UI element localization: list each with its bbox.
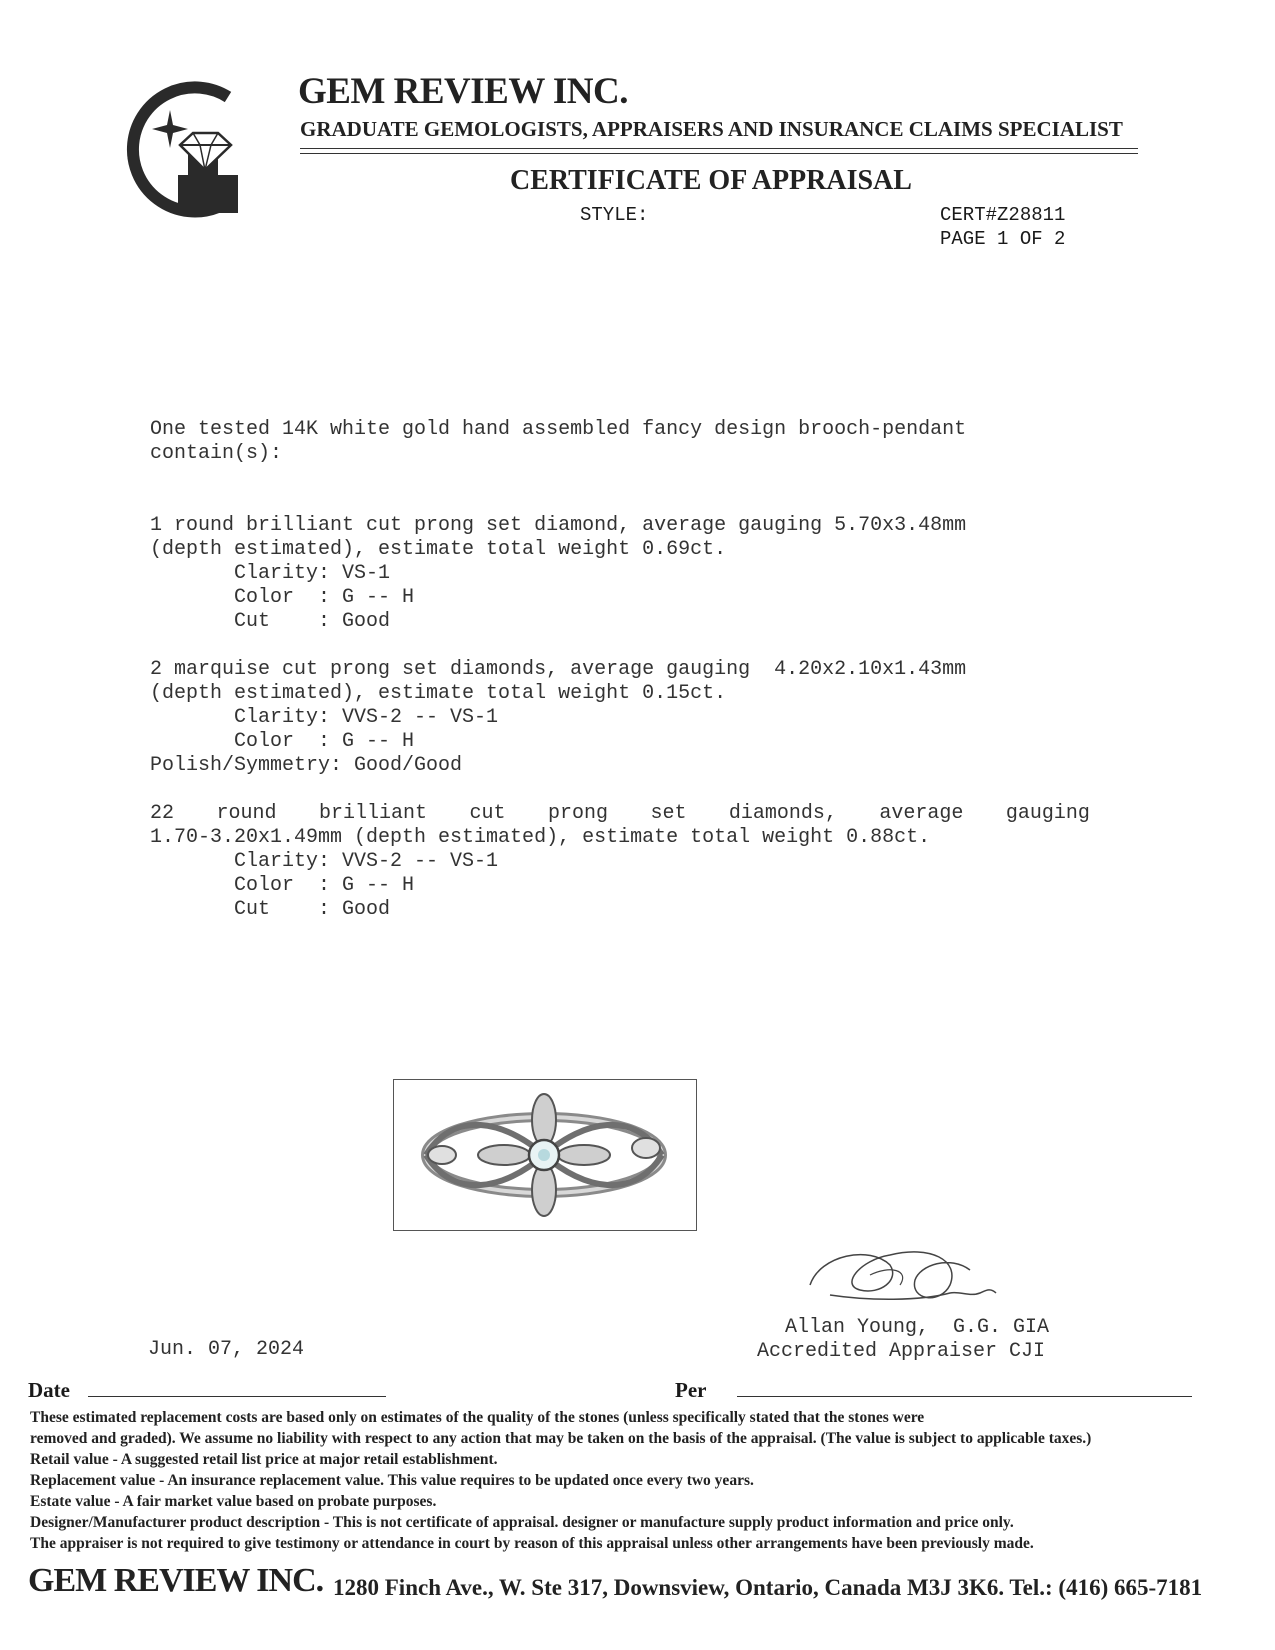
- word: round: [216, 802, 277, 825]
- stone3-color: Color : G -- H: [150, 874, 415, 897]
- stone3-description-line2: 1.70-3.20x1.49mm (depth estimated), estimate total weight 0.88ct.: [150, 826, 931, 849]
- word: set: [650, 802, 687, 825]
- stone1-cut: Cut : Good: [150, 610, 391, 633]
- word: 22: [150, 802, 175, 825]
- stone3-clarity: Clarity: VVS-2 -- VS-1: [150, 850, 499, 873]
- word: average: [879, 802, 964, 825]
- stone3-description-line1: [150, 802, 1090, 826]
- company-name: GEM REVIEW INC.: [298, 71, 628, 112]
- disclaimer-line: Retail value - A suggested retail list price at major retail establishment.: [30, 1451, 498, 1468]
- certificate-number: CERT#Z28811: [940, 204, 1066, 226]
- per-signature-line: [737, 1396, 1192, 1397]
- appraisal-date: Jun. 07, 2024: [148, 1338, 305, 1361]
- style-label: STYLE:: [580, 204, 649, 226]
- word: gauging: [1005, 802, 1090, 825]
- disclaimer-line: Replacement value - An insurance replacement value. This value requires to be updated once every two years.: [30, 1472, 754, 1489]
- item-description-line2: contain(s):: [150, 442, 283, 465]
- jewelry-photo: [393, 1079, 697, 1231]
- word: cut: [469, 802, 506, 825]
- stone2-description-line1: 2 marquise cut prong set diamonds, average gauging 4.20x2.10x1.43mm: [150, 658, 967, 681]
- stone2-polish-symmetry: Polish/Symmetry: Good/Good: [150, 754, 463, 777]
- header-rule-bottom: [300, 153, 1138, 154]
- date-signature-line: [88, 1396, 386, 1397]
- stone1-description-line2: (depth estimated), estimate total weight 0.69ct.: [150, 538, 727, 561]
- company-logo: [108, 75, 248, 225]
- word: brilliant: [318, 802, 427, 825]
- disclaimer-line: Designer/Manufacturer product description - This is not certificate of appraisal. designer or manufacture supply product information and price only.: [30, 1514, 1014, 1531]
- appraiser-name: Allan Young, G.G. GIA: [785, 1316, 1050, 1339]
- stone1-color: Color : G -- H: [150, 586, 415, 609]
- stone1-clarity: Clarity: VS-1: [150, 562, 391, 585]
- footer-address: 1280 Finch Ave., W. Ste 317, Downsview, Ontario, Canada M3J 3K6. Tel.: (416) 665-7181: [333, 1575, 1203, 1600]
- item-description-line1: One tested 14K white gold hand assembled fancy design brooch-pendant: [150, 418, 967, 441]
- stone1-description-line1: 1 round brilliant cut prong set diamond, average gauging 5.70x3.48mm: [150, 514, 967, 537]
- stone2-clarity: Clarity: VVS-2 -- VS-1: [150, 706, 499, 729]
- disclaimer-line: These estimated replacement costs are based only on estimates of the quality of the stones (unless specifically stated that the stones were: [30, 1409, 925, 1426]
- disclaimer-line: Estate value - A fair market value based on probate purposes.: [30, 1493, 437, 1510]
- stone2-description-line2: (depth estimated), estimate total weight 0.15ct.: [150, 682, 727, 705]
- brooch-image: [394, 1080, 696, 1230]
- word: diamonds,: [728, 802, 837, 825]
- date-label: Date: [28, 1378, 70, 1402]
- appraiser-signature: [800, 1235, 1020, 1315]
- footer-company-name: GEM REVIEW INC.: [28, 1562, 324, 1599]
- stone2-color: Color : G -- H: [150, 730, 415, 753]
- diamond-icon: [180, 133, 231, 170]
- document-title: CERTIFICATE OF APPRAISAL: [510, 165, 912, 196]
- company-tagline: GRADUATE GEMOLOGISTS, APPRAISERS AND INSURANCE CLAIMS SPECIALIST: [300, 117, 1123, 141]
- per-label: Per: [675, 1378, 707, 1402]
- header-rule-top: [300, 148, 1138, 149]
- disclaimer-line: The appraiser is not required to give testimony or attendance in court by reason of this appraisal unless other arrangements have been previously made.: [30, 1535, 1034, 1552]
- word: prong: [547, 802, 608, 825]
- disclaimer-line: removed and graded). We assume no liability with respect to any action that may be taken on the basis of the appraisal. (The value is subject to applicable taxes.): [30, 1430, 1092, 1447]
- appraiser-credential: Accredited Appraiser CJI: [757, 1340, 1046, 1363]
- page-indicator: PAGE 1 OF 2: [940, 228, 1066, 250]
- stone3-cut: Cut : Good: [150, 898, 391, 921]
